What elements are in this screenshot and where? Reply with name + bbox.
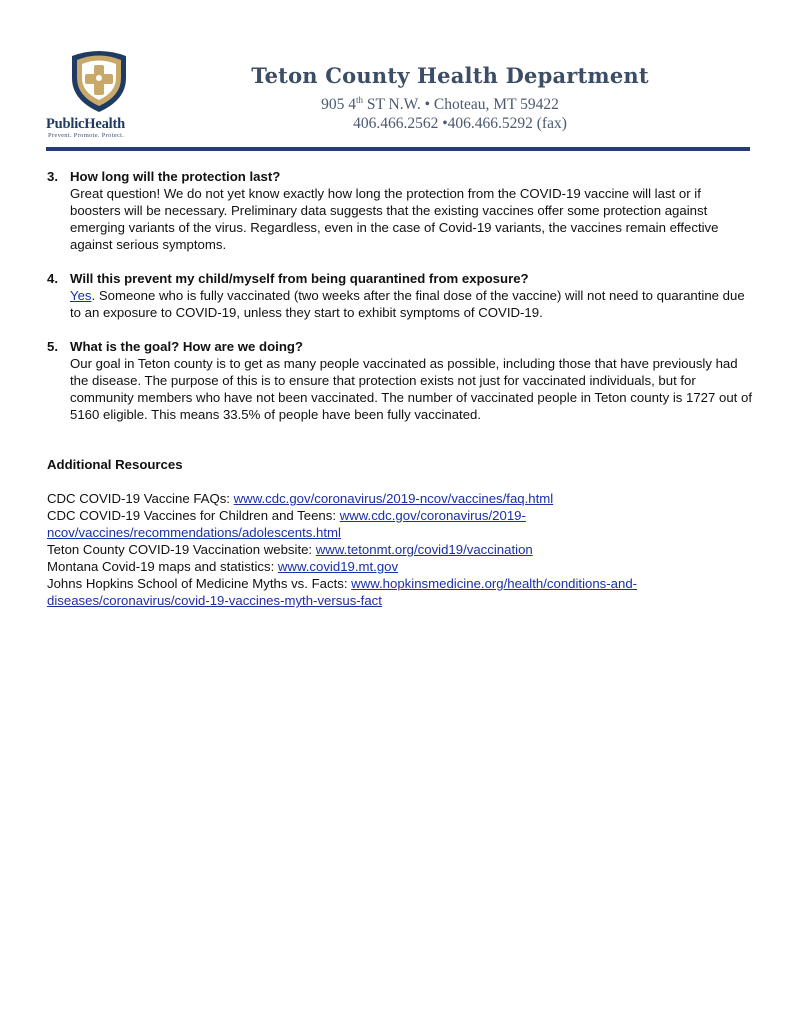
resources-list [47, 490, 752, 609]
resource-item: Teton County COVID-19 Vaccination website: www.tetonmt.org/covid19/vaccination [47, 542, 533, 557]
organization-name: Teton County Health Department [251, 63, 649, 88]
resource-item: Montana Covid-19 maps and statistics: www.covid19.mt.gov [47, 559, 399, 574]
cdc-children-teens-link[interactable]: www.cdc.gov/coronavirus/2019-ncov/vaccines/recommendations/adolescents.html [47, 508, 526, 540]
organization-header [210, 63, 690, 133]
public-health-logo [46, 48, 154, 140]
question-5 [47, 338, 752, 423]
resource-item: CDC COVID-19 Vaccine FAQs: www.cdc.gov/coronavirus/2019-ncov/vaccines/faq.html [47, 491, 554, 506]
document-body [47, 168, 752, 609]
teton-vaccination-link[interactable]: www.tetonmt.org/covid19/vaccination [315, 542, 533, 557]
resources-heading: Additional Resources [47, 457, 183, 472]
address-line: 905 4th ST N.W. • Choteau, MT 59422 [321, 95, 559, 114]
question-answer: Yes. Someone who is fully vaccinated (two weeks after the final dose of the vaccine) will not need to quarantine due to an exposure to COVID-19, unless they start to exhibit symptoms of COVID-19. [70, 288, 745, 320]
question-4 [47, 270, 752, 321]
logo-wordmark: PublicHealth [46, 116, 125, 132]
question-answer: Great question! We do not yet know exactly how long the protection from the COVID-19 vaccine will last or if boosters will be necessary. Preliminary data suggests that the existing vaccines offer some protection against emerging variants of the virus. Regardless, even in the case of Covid-19 variants, the vaccines remain effective against serious symptoms. [70, 186, 719, 252]
question-title: What is the goal? How are we doing? [70, 339, 303, 354]
question-number: 4. [47, 271, 58, 286]
question-number: 5. [47, 339, 58, 354]
question-number: 3. [47, 169, 58, 184]
montana-covid-link[interactable]: www.covid19.mt.gov [277, 559, 399, 574]
logo-tagline: Prevent. Promote. Protect. [48, 132, 125, 139]
question-answer: Our goal in Teton county is to get as many people vaccinated as possible, including those that have previously had the disease. The purpose of this is to ensure that protection exists not just for vaccinated individuals, but for community members who have not been vaccinated. The number of vaccinated people in Teton county is 1727 out of 5160 eligible. This means 33.5% of people have been fully vaccinated. [70, 356, 753, 422]
yes-link[interactable]: Yes [70, 288, 92, 303]
hopkins-myths-link[interactable]: www.hopkinsmedicine.org/health/conditions-and-diseases/coronavirus/covid-19-vaccines-myth-versus-fact [47, 576, 638, 608]
shield-cross-icon [66, 48, 132, 114]
header-divider [46, 147, 750, 151]
phone-line: 406.466.2562 •406.466.5292 (fax) [353, 115, 567, 133]
question-3 [47, 168, 752, 253]
cdc-faq-link[interactable]: www.cdc.gov/coronavirus/2019-ncov/vaccines/faq.html [233, 491, 554, 506]
question-title: Will this prevent my child/myself from being quarantined from exposure? [70, 271, 529, 286]
resource-item: Johns Hopkins School of Medicine Myths vs. Facts: www.hopkinsmedicine.org/health/conditions-and-diseases/coronavirus/covid-19-vaccines-myth-versus-fact [47, 576, 638, 608]
resource-item: CDC COVID-19 Vaccines for Children and Teens: www.cdc.gov/coronavirus/2019-ncov/vaccines/recommendations/adolescents.html [47, 508, 526, 540]
question-title: How long will the protection last? [70, 169, 281, 184]
